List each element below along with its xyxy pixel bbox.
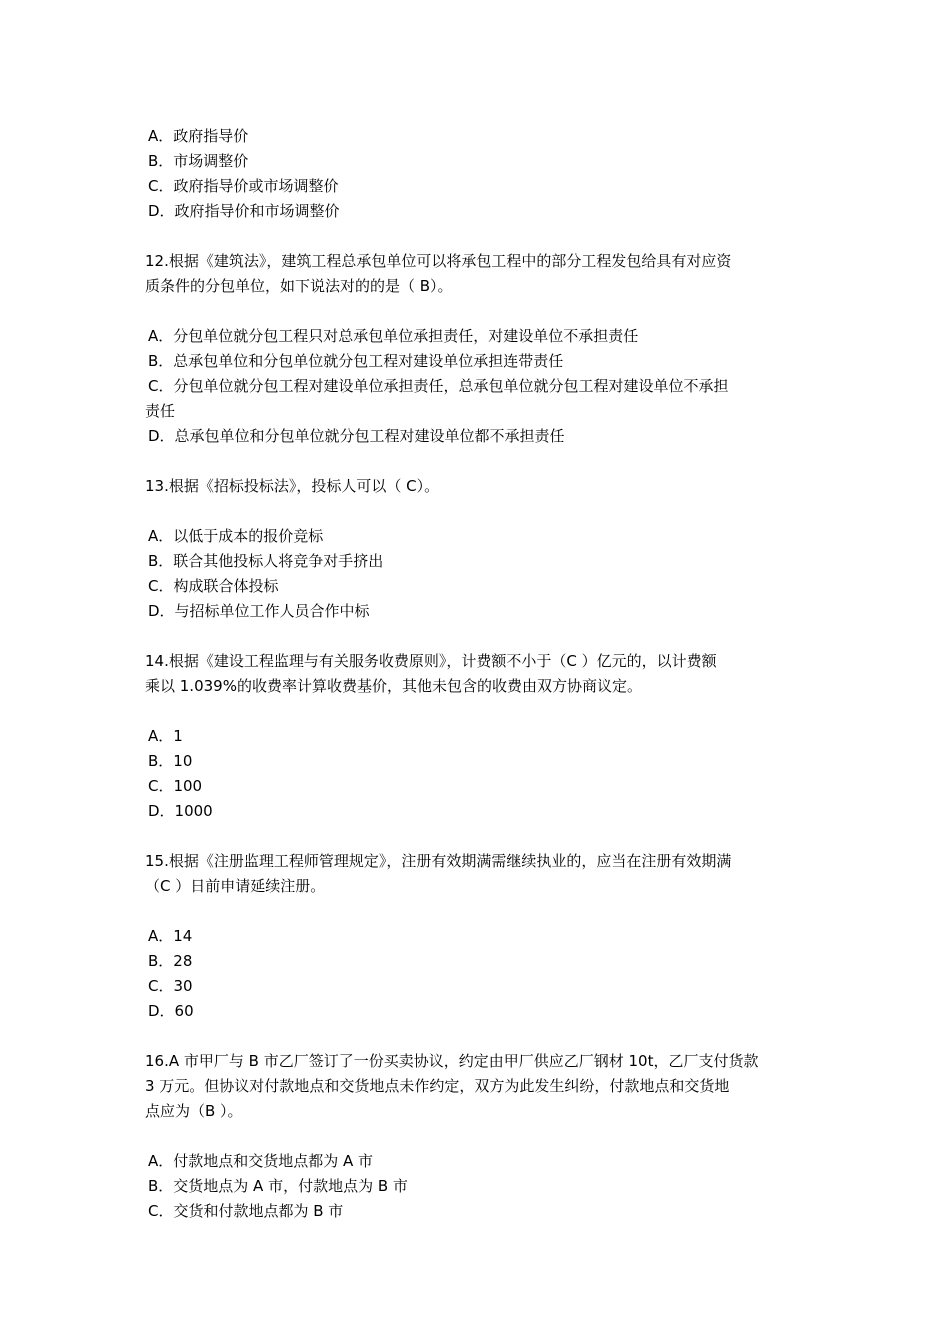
q13-option-d: D．与招标单位工作人员合作中标 [148, 602, 370, 620]
q15-option-c: C．30 [148, 977, 193, 995]
q15-stem-line-1: 15.根据《注册监理工程师管理规定》，注册有效期满需继续执业的，应当在注册有效期满 [145, 852, 732, 870]
q16-stem-line-3: 点应为（B ）。 [145, 1102, 243, 1120]
question-14 [145, 649, 810, 824]
q15-option-b: B．28 [148, 952, 193, 970]
q12-option-b: B．总承包单位和分包单位就分包工程对建设单位承担连带责任 [148, 352, 564, 370]
q11-options [145, 124, 810, 224]
q11-option-b: B．市场调整价 [148, 152, 249, 170]
question-15 [145, 849, 810, 1024]
q12-option-c: C．分包单位就分包工程对建设单位承担责任，总承包单位就分包工程对建设单位不承担 [148, 377, 729, 395]
q14-stem-line-2: 乘以 1.039%的收费率计算收费基价，其他未包含的收费由双方协商议定。 [145, 677, 642, 695]
q12-option-a: A．分包单位就分包工程只对总承包单位承担责任，对建设单位不承担责任 [148, 327, 639, 345]
q14-option-b: B．10 [148, 752, 193, 770]
q14-stem-line-1: 14.根据《建设工程监理与有关服务收费原则》，计费额不小于（C ）亿元的，以计费额 [145, 652, 717, 670]
q12-stem-line-2: 质条件的分包单位，如下说法对的的是（ B）。 [145, 277, 453, 295]
q16-option-b: B．交货地点为 A 市，付款地点为 B 市 [148, 1177, 408, 1195]
q14-option-a: A．1 [148, 727, 183, 745]
q11-option-a: A．政府指导价 [148, 127, 249, 145]
q16-option-a: A．付款地点和交货地点都为 A 市 [148, 1152, 374, 1170]
document-page [145, 124, 810, 1224]
q15-option-d: D．60 [148, 1002, 194, 1020]
q16-stem-line-2: 3 万元。但协议对付款地点和交货地点未作约定，双方为此发生纠纷，付款地点和交货地 [145, 1077, 730, 1095]
q12-option-d: D．总承包单位和分包单位就分包工程对建设单位都不承担责任 [148, 427, 565, 445]
question-13 [145, 474, 810, 624]
q15-stem-line-2: （C ）日前申请延续注册。 [145, 877, 326, 895]
question-16 [145, 1049, 810, 1224]
q16-option-c: C．交货和付款地点都为 B 市 [148, 1202, 344, 1220]
q12-stem-line-1: 12.根据《建筑法》，建筑工程总承包单位可以将承包工程中的部分工程发包给具有对应资 [145, 252, 732, 270]
q13-stem-line-1: 13.根据《招标投标法》，投标人可以（ C）。 [145, 477, 440, 495]
q13-option-b: B．联合其他投标人将竞争对手挤出 [148, 552, 384, 570]
q15-option-a: A．14 [148, 927, 193, 945]
q14-option-d: D．1000 [148, 802, 213, 820]
q14-option-c: C．100 [148, 777, 203, 795]
q13-option-a: A．以低于成本的报价竞标 [148, 527, 324, 545]
q12-option-c-continued: 责任 [145, 402, 176, 420]
question-12 [145, 249, 810, 449]
q13-option-c: C．构成联合体投标 [148, 577, 279, 595]
q11-option-c: C．政府指导价或市场调整价 [148, 177, 339, 195]
q11-option-d: D．政府指导价和市场调整价 [148, 202, 340, 220]
q16-stem-line-1: 16.A 市甲厂与 B 市乙厂签订了一份买卖协议，约定由甲厂供应乙厂钢材 10t，乙厂支付货款 [145, 1052, 759, 1070]
